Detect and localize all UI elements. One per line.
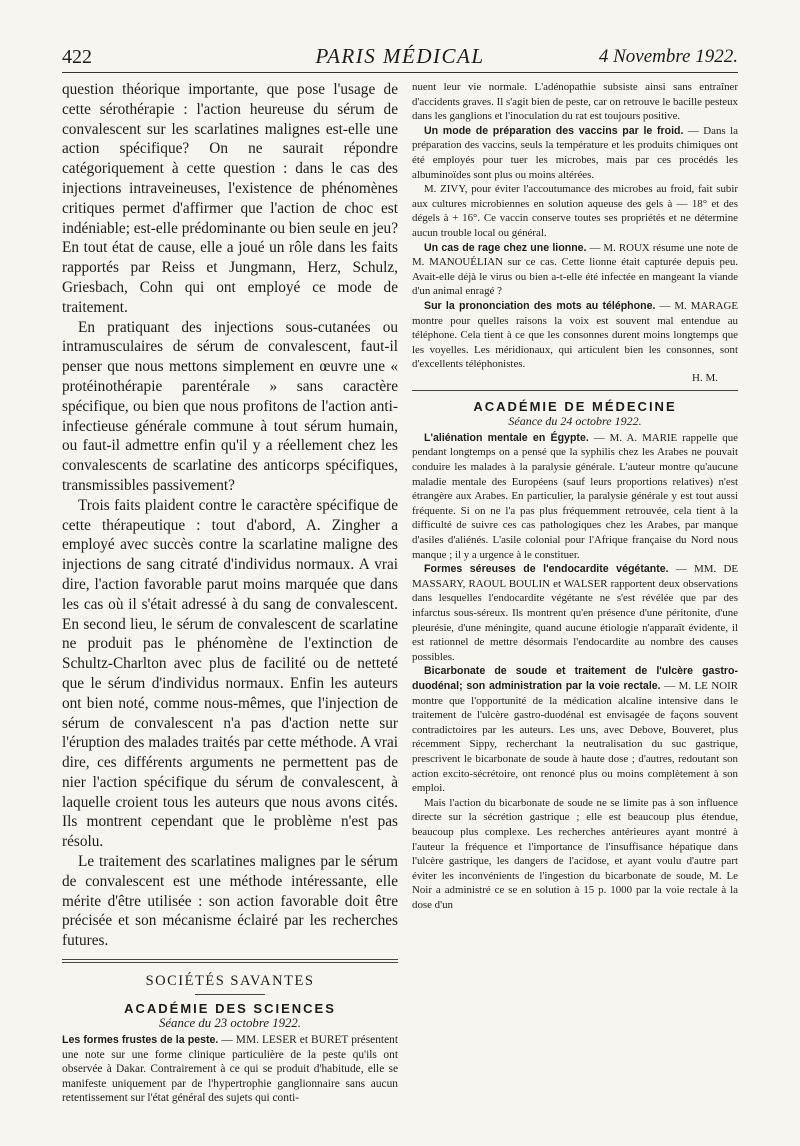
report-item <box>412 431 738 562</box>
report-item <box>412 664 738 795</box>
item-text: Mais l'action du bicarbonate de soude ne se limite pas à son influence directe sur la sécrétion gastrique ; elle est beaucoup plus étendue, beaucoup plus complexe. Les recherches antérieures ayant montré à l'auteur la fréquence et l'importance de l'insuffisance hépatique dans l'ulcère gastrique, les dangers de l'acidose, et ayant voulu d'autre part éviter les inconvénients de l'ingestion du bicarbonate de soude, M. Le Noir a administré ce se en solution à 15 p. 1000 par la voie rectale à la dose d'un <box>412 796 738 911</box>
paragraph: nuent leur vie normale. L'adénopathie subsiste ainsi sans entraîner d'accidents graves. Il s'agit bien de peste, car on retrouve le bacille pesteux dans les ganglions et l'inoculation du rat est toujours positive. <box>412 81 738 123</box>
paragraph: question théorique importante, que pose l'usage de cette sérothérapie : l'action heureuse du sérum de convalescent sur les scarlatines malignes est-elle une action spécifique? On ne saurait répondre catégoriquement à cette question : dans le cas des injections intraveineuses, l'existence de phénomènes critiques permet d'affirmer que l'action de choc est indéniable; est-elle prédominante ou bien seule en jeu? En tout état de cause, elle a joué un rôle dans les faits rapportés par Reiss et Jungmann, Herz, Schulz, Griesbach, Cohn qui ont employé ce mode de traitement. <box>62 81 398 316</box>
report-item <box>412 796 738 913</box>
report-item <box>412 241 738 299</box>
item-title: Sur la prononciation des mots au téléphone. <box>424 299 656 312</box>
issue-date: 4 Novembre 1922. <box>598 46 738 67</box>
report-item <box>62 1033 398 1106</box>
divider <box>195 994 265 995</box>
item-title: Bicarbonate de soude et traitement de l'ulcère gastro-duodénal; son administration par la voie rectale. <box>412 665 738 692</box>
session-date: Séance du 23 octobre 1922. <box>158 1016 302 1031</box>
journal-page <box>62 44 738 1124</box>
journal-title: PARIS MÉDICAL <box>315 44 485 68</box>
item-title: Les formes frustes de la peste. <box>62 1034 219 1047</box>
item-text: — MM. LESER et BURET présentent une note sur une forme clinique particulière de la peste qu'ils ont observée à Dakar. Contrairement à ce qui se produit d'habitude, elle se manifeste uniquement par de l'hypertrophie ganglionnaire sans aucun retentissement sur l'état général des sujets qui conti- <box>62 1034 398 1105</box>
report-item <box>412 124 738 182</box>
item-title: L'aliénation mentale en Égypte. <box>424 431 589 444</box>
paragraph: En pratiquant des injections sous-cutanées ou intramusculaires de sérum de convalescent, faut-il penser que nous mettons simplement en œuvre une « protéinothérapie parentérale » sans caractère spécifique, ou bien que nous profitons de l'action anti-infectieuse générale commune à tout sérum humain, ou faut-il admettre enfin qu'il y a réellement chez les convalescents de scarlatine des anticorps spécifiques, transmissibles passivement? <box>62 318 398 494</box>
section-title: SOCIÉTÉS SAVANTES <box>145 973 315 990</box>
academy-heading: ACADÉMIE DE MÉDECINE <box>473 398 677 414</box>
academy-heading: ACADÉMIE DES SCIENCES <box>124 1001 336 1017</box>
page-number: 422 <box>62 46 92 68</box>
item-text: — M. MARAGE montre pour quelles raisons la voix est souvent mal entendue au téléphone. Cela tient à ce que les consonnes durent moins longtemps que les voyelles. Les méridionaux, qui articulent bien les consonnes, sont d'excellents téléphonistes. <box>412 299 738 371</box>
item-title: Un mode de préparation des vaccins par le froid. <box>424 124 684 137</box>
item-title: Un cas de rage chez une lionne. <box>424 241 587 254</box>
report-item <box>412 299 738 372</box>
item-text: M. ZIVY, pour éviter l'accoutumance des microbes au froid, fait subir aux cultures microbiennes en solution aqueuse des gels à — 18° et des dégels à + 16°. Ce vaccin conserve toutes ses propriétés et ne détermine aucun trouble local ou général. <box>412 183 738 239</box>
item-text: — M. A. MARIE rappelle que pendant longtemps on a pensé que la syphilis chez les Arabes ne pouvait conduire les malades à la paralysie générale. L'auteur montre qu'aucune maladie mentale des Européens (sauf leurs proportions relatives) n'est étrangère aux Arabes. En particulier, la paralysie générale y est tout aussi fréquente. Si on ne l'a pas plus fréquemment retrouvée, cela tient à la difficulté de suivre ces cas pathologiques chez les Arabes, par manque d'asiles d'aliénés. L'asile colonial pour l'Afrique française du Nord nous manque ; il y a urgence à le constituer. <box>412 431 738 561</box>
item-text: — M. LE NOIR montre que l'opportunité de la médication alcaline intensive dans le traitement de l'ulcère gastro-duodénal est envisagée de façons souvent contradictoires par les auteurs. Les uns, avec Debove, Bouveret, plus récemment Sippy, recherchant la neutralisation du suc gastrique, prescrivent le bicarbonate de soude à haute dose ; d'autres, redoutant son action excito-sécrétoire, ont renoncé plus ou moins complètement à son emploi. <box>412 679 738 795</box>
session-date: Séance du 24 octobre 1922. <box>508 413 642 428</box>
item-text: — MM. DE MASSARY, RAOUL BOULIN et WALSER rapportent deux observations dans lesquelles l'endocardite végétante ne s'est révélée que par des infarctus sous-séreux. Ils montrent qu'en présence d'une péritonite, d'une pleurésie, d'une méningite, quand aucune étiologie n'apparaît évidente, il est rationnel de mettre désormais l'endocardite au nombre des causes possibles. <box>412 563 738 663</box>
left-column <box>62 80 398 1106</box>
paragraph: Trois faits plaident contre le caractère spécifique de cette thérapeutique : tout d'abord, A. Zingher a employé avec succès contre la scarlatine maligne des injections de sang citraté d'individus normaux. A vrai dire, l'action favorable parut moins marquée que dans les cas où il s'était adressé à du sang de convalescent. En second lieu, le sérum de convalescent de scarlatine ne produit pas le phénomène de l'extinction de Schultz-Charlton avec plus de facilité ou de netteté que le sérum d'individus normaux. Enfin les auteurs ont bien noté, comme nous-mêmes, que l'injection de sérum de convalescent n'a pas d'action nette sur l'éruption des malades traités par cette méthode. A vrai dire, ces différents arguments ne permettent pas de nier l'action spécifique du sérum de convalescent, à laquelle croient tous les auteurs que nous avons cités. Ils montrent cependant que le problème n'est pas résolu. <box>62 496 398 851</box>
item-text: — Dans la préparation des vaccins, seuls la température et les produits chimiques ont été employés pour tuer les microbes, mais par ces procédés les albuminoïdes sont plus ou moins altérées. <box>412 124 738 181</box>
paragraph: Le traitement des scarlatines malignes par le sérum de convalescent est une méthode intéressante, elle mérite d'être utilisée : son action favorable doit être précisée et son mécanisme éclairé par les recherches futures. <box>62 853 398 950</box>
page-header <box>62 44 738 73</box>
divider <box>62 959 398 960</box>
divider <box>412 390 738 391</box>
item-title: Formes séreuses de l'endocardite végétante. <box>424 563 669 576</box>
right-column <box>412 80 738 912</box>
report-item <box>412 182 738 240</box>
report-item <box>412 562 738 664</box>
author-signature: H. M. <box>692 371 718 384</box>
divider <box>62 962 398 963</box>
item-text: — M. ROUX résume une note de M. MANOUÉLIAN sur ce cas. Cette lionne était capturée depuis peu. Avait-elle déjà le virus ou bien a-t-elle été infectée en mangeant la viande d'un animal enragé ? <box>412 241 738 298</box>
